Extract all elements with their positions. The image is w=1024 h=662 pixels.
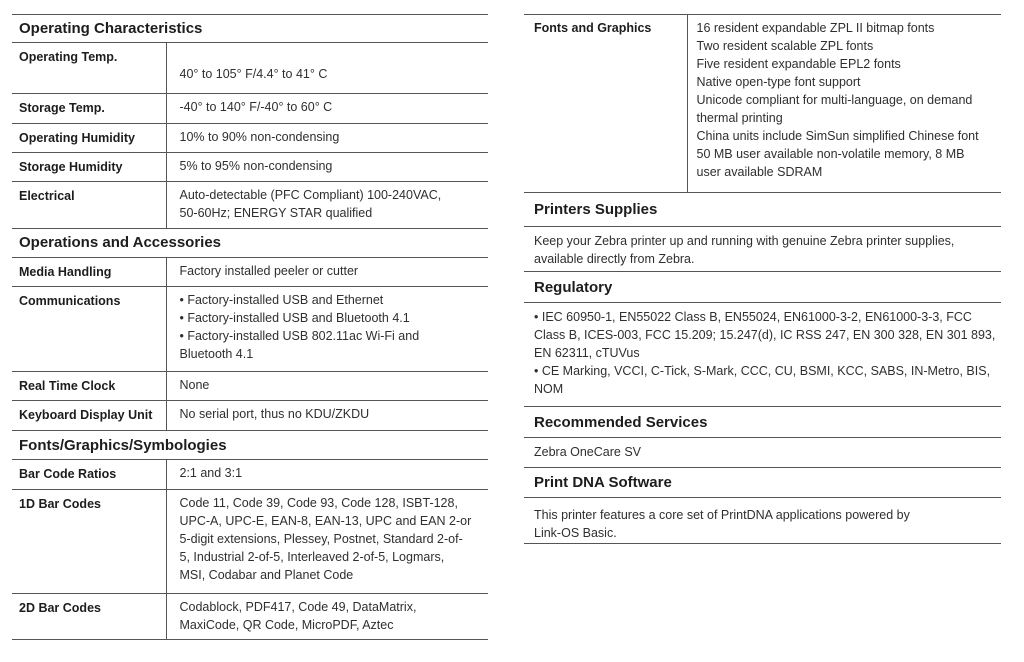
row-value: Factory installed peeler or cutter <box>166 258 488 287</box>
row-value: 16 resident expandable ZPL II bitmap fonts Two resident scalable ZPL fonts Five resident expandable EPL2 fonts Native open-type font support Unicode compliant for multi-language, on demand thermal printing China units include SimSun simplified Chinese font 50 MB user available non-volatile memory, 8 MB user available SDRAM <box>687 15 1001 193</box>
printdna-text: This printer features a core set of PrintDNA applications powered by Link-OS Basic. <box>524 498 1001 544</box>
row-label: Communications <box>12 287 166 372</box>
row-label: Storage Temp. <box>12 93 166 123</box>
table-row <box>12 43 488 93</box>
table-row <box>12 460 488 489</box>
section-title-recommended-services: Recommended Services <box>524 407 1001 438</box>
regulatory-text: • IEC 60950-1, EN55022 Class B, EN55024, EN61000-3-2, EN61000-3-3, FCC Class B, ICES-003, FCC 15.209; 15.247(d), IC RSS 247, EN 300 328, EN 301 893, EN 62311, cTUVus • CE Marking, VCCI, C-Tick, S-Mark, CCC, CU, BSMI, KCC, SABS, IN-Metro, BIS, NOM <box>524 303 1001 407</box>
section-title-regulatory: Regulatory <box>524 272 1001 303</box>
table-row <box>12 123 488 152</box>
supplies-text: Keep your Zebra printer up and running with genuine Zebra printer supplies, available directly from Zebra. <box>524 227 1001 272</box>
operating-characteristics-table <box>12 43 488 229</box>
row-label: 2D Bar Codes <box>12 593 166 639</box>
row-value: -40° to 140° F/-40° to 60° C <box>166 93 488 123</box>
services-text: Zebra OneCare SV <box>524 438 1001 468</box>
row-value: 40° to 105° F/4.4° to 41° C <box>166 43 488 93</box>
row-value: No serial port, thus no KDU/ZKDU <box>166 401 488 431</box>
section-title-fonts-graphics-symbologies: Fonts/Graphics/Symbologies <box>12 431 488 460</box>
fonts-graphics-table <box>524 14 1001 193</box>
section-title-print-dna-software: Print DNA Software <box>524 468 1001 498</box>
row-value: 10% to 90% non-condensing <box>166 123 488 152</box>
row-label: Bar Code Ratios <box>12 460 166 489</box>
row-label: Real Time Clock <box>12 372 166 401</box>
row-label: Media Handling <box>12 258 166 287</box>
table-row <box>12 401 488 431</box>
table-row <box>12 258 488 287</box>
row-label: Electrical <box>12 181 166 228</box>
row-value: None <box>166 372 488 401</box>
row-value: Codablock, PDF417, Code 49, DataMatrix, MaxiCode, QR Code, MicroPDF, Aztec <box>166 593 488 639</box>
row-value: • Factory-installed USB and Ethernet • Factory-installed USB and Bluetooth 4.1 • Factory-installed USB 802.11ac Wi-Fi and Bluetooth 4.1 <box>166 287 488 372</box>
row-label: Operating Temp. <box>12 43 166 93</box>
section-title-printers-supplies: Printers Supplies <box>524 193 1001 227</box>
fonts-symbologies-table <box>12 460 488 640</box>
table-row <box>12 152 488 181</box>
row-value: 2:1 and 3:1 <box>166 460 488 489</box>
right-column <box>524 14 1001 544</box>
row-value: Auto-detectable (PFC Compliant) 100-240VAC, 50-60Hz; ENERGY STAR qualified <box>166 181 488 228</box>
table-row <box>12 593 488 639</box>
table-row <box>12 287 488 372</box>
table-row <box>12 372 488 401</box>
left-column <box>12 14 488 640</box>
operations-accessories-table <box>12 258 488 432</box>
section-title-operating-characteristics: Operating Characteristics <box>12 14 488 43</box>
section-title-operations-accessories: Operations and Accessories <box>12 229 488 258</box>
row-label: Storage Humidity <box>12 152 166 181</box>
row-value: 5% to 95% non-condensing <box>166 152 488 181</box>
row-label: Operating Humidity <box>12 123 166 152</box>
row-label: Fonts and Graphics <box>524 15 687 193</box>
row-label: Keyboard Display Unit <box>12 401 166 431</box>
table-row <box>12 489 488 593</box>
table-row <box>12 93 488 123</box>
row-value: Code 11, Code 39, Code 93, Code 128, ISBT-128, UPC-A, UPC-E, EAN-8, EAN-13, UPC and EAN 2-or 5-digit extensions, Plessey, Postnet, Standard 2-of- 5, Industrial 2-of-5, Interleaved 2-of-5, Logmars, MSI, Codabar and Planet Code <box>166 489 488 593</box>
table-row <box>12 181 488 228</box>
row-label: 1D Bar Codes <box>12 489 166 593</box>
table-row <box>524 15 1001 193</box>
